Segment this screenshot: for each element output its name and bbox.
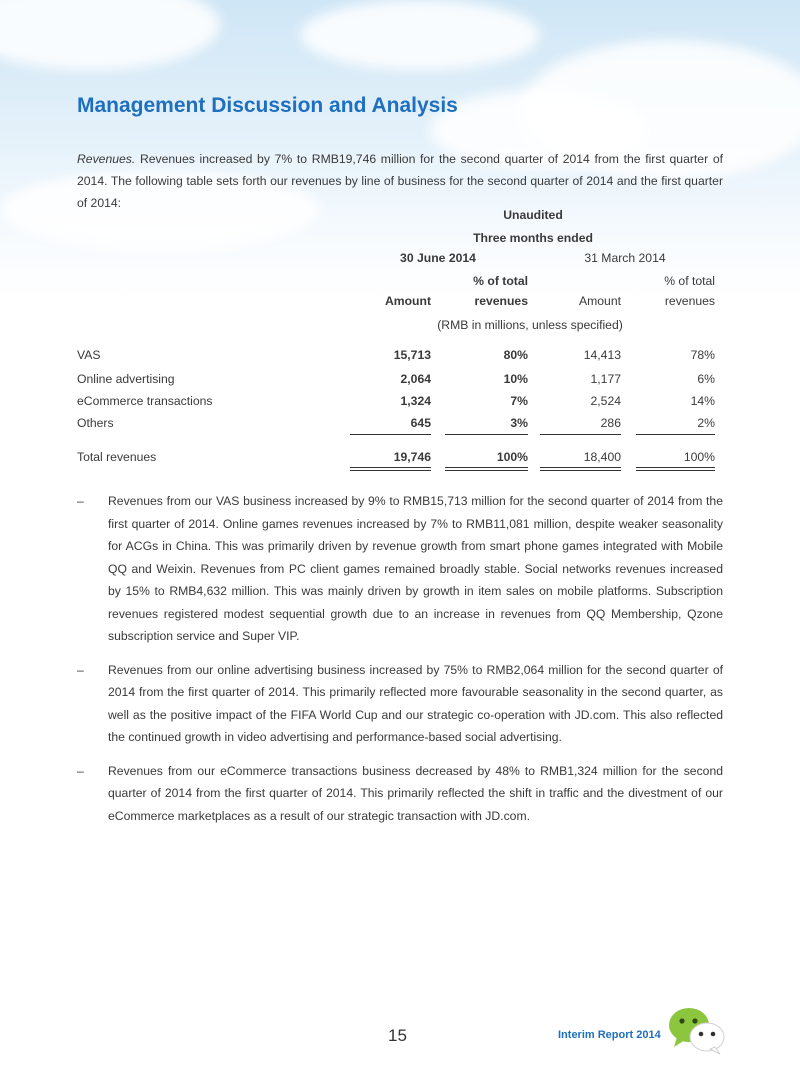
- col-group-q1: 31 March 2014: [584, 251, 666, 265]
- col-amount-q2: Amount: [384, 294, 431, 308]
- total-amount-q1: 18,400: [583, 450, 621, 464]
- pct-q2: 80%: [503, 348, 528, 362]
- col-pct-q1-line1: % of total: [664, 274, 715, 288]
- intro-paragraph: [77, 148, 723, 214]
- subtotal-rule: [540, 434, 621, 435]
- list-item: [77, 659, 723, 749]
- bullet-list: [77, 490, 723, 838]
- pct-q1: 14%: [690, 394, 715, 408]
- page-title: Management Discussion and Analysis: [77, 94, 458, 117]
- pct-q2: 10%: [503, 372, 528, 386]
- col-pct-q2-line2: revenues: [474, 294, 528, 308]
- list-item: [77, 490, 723, 648]
- amount-q1: 1,177: [590, 372, 621, 386]
- bullet-text: Revenues from our online advertising business increased by 75% to RMB2,064 million for the second quarter of 2014 from the first quarter of 2014. This primarily reflected more favourable seasonality in the second quarter, as well as the positive impact of the FIFA World Cup and our strategic co-operation with JD.com. This also reflected the continued growth in video advertising and performance-based social advertising.: [108, 662, 723, 744]
- bullet-text: Revenues from our eCommerce transactions business decreased by 48% to RMB1,324 million for the second quarter of 2014 from the first quarter of 2014. This primarily reflected the shift in traffic and the divestment of our eCommerce marketplaces as a result of our strategic transaction with JD.com.: [108, 763, 723, 823]
- list-item: [77, 760, 723, 828]
- pct-q1: 78%: [690, 348, 715, 362]
- col-pct-q2-line1: % of total: [473, 274, 528, 288]
- pct-q1: 6%: [697, 372, 715, 386]
- amount-q1: 286: [600, 416, 621, 430]
- amount-q1: 2,524: [590, 394, 621, 408]
- dash-marker: –: [77, 662, 84, 677]
- amount-q2: 15,713: [393, 348, 431, 362]
- cloud-decoration: [300, 0, 540, 70]
- total-double-rule: [445, 467, 528, 471]
- page-number: 15: [388, 1026, 407, 1045]
- row-label: Others: [77, 416, 114, 430]
- total-double-rule: [636, 467, 715, 471]
- pct-q2: 3%: [510, 416, 528, 430]
- report-name: Interim Report 2014: [558, 1029, 661, 1041]
- total-pct-q1: 100%: [683, 450, 715, 464]
- amount-q2: 2,064: [400, 372, 431, 386]
- dash-marker: –: [77, 763, 84, 778]
- col-amount-q1: Amount: [578, 294, 621, 308]
- row-label: Online advertising: [77, 372, 175, 386]
- total-double-rule: [350, 467, 431, 471]
- chat-bubbles-logo-icon: [667, 1005, 727, 1055]
- pct-q1: 2%: [697, 416, 715, 430]
- intro-text: Revenues increased by 7% to RMB19,746 million for the second quarter of 2014 from the first quarter of 2014. The following table sets forth our revenues by line of business for the second quarter of 2014 and the first quarter of 2014:: [77, 152, 723, 210]
- table-header-unaudited: Unaudited: [503, 208, 563, 222]
- pct-q2: 7%: [510, 394, 528, 408]
- unit-note: (RMB in millions, unless specified): [437, 318, 623, 332]
- amount-q2: 1,324: [400, 394, 431, 408]
- subtotal-rule: [350, 434, 431, 435]
- amount-q1: 14,413: [583, 348, 621, 362]
- bullet-text: Revenues from our VAS business increased by 9% to RMB15,713 million for the second quarter of 2014 from the first quarter of 2014. Online games revenues increased by 7% to RMB11,081 million, despite weaker seasonality for ACGs in China. This was primarily driven by revenue growth from smart phone games integrated with Mobile QQ and Weixin. Revenues from PC client games remained broadly stable. Social networks revenues increased by 15% to RMB4,632 million. This was mainly driven by growth in item sales on mobile platforms. Subscription revenues registered modest sequential growth due to an increase in revenues from QQ Membership, Qzone subscription service and Super VIP.: [108, 494, 723, 643]
- total-amount-q2: 19,746: [393, 450, 431, 464]
- col-pct-q1-line2: revenues: [664, 294, 715, 308]
- dash-marker: –: [77, 494, 84, 508]
- subtotal-rule: [636, 434, 715, 435]
- row-label: eCommerce transactions: [77, 394, 213, 408]
- intro-lead: Revenues.: [77, 152, 136, 166]
- row-label: VAS: [77, 348, 101, 362]
- total-label: Total revenues: [77, 450, 157, 464]
- total-double-rule: [540, 467, 621, 471]
- table-header-period: Three months ended: [473, 231, 593, 245]
- total-pct-q2: 100%: [496, 450, 528, 464]
- cloud-decoration: [0, 0, 220, 70]
- subtotal-rule: [445, 434, 528, 435]
- amount-q2: 645: [410, 416, 431, 430]
- col-group-q2: 30 June 2014: [400, 251, 476, 265]
